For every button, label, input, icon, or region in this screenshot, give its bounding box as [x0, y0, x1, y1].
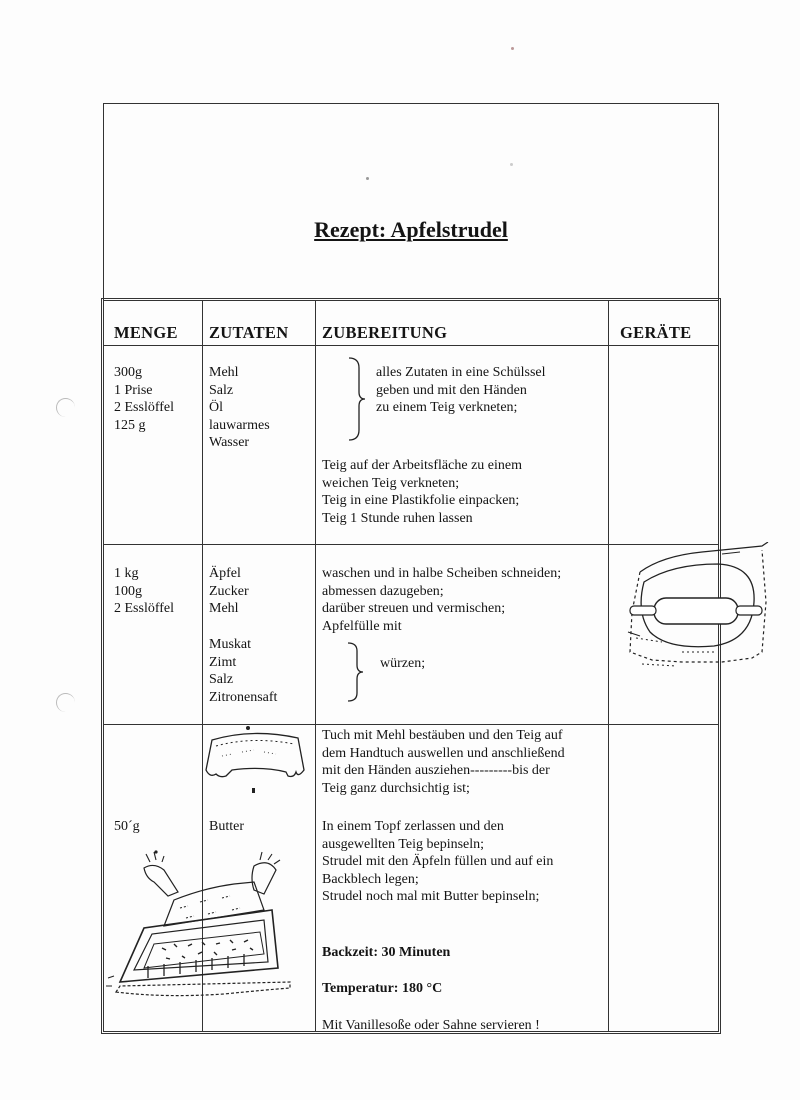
- row3-zubereitung-2: In einem Topf zerlassen und den ausgewellten Teig bepinseln; Strudel mit den Äpfeln füllen und auf ein Backblech legen; Strudel noch mal mit Butter bepinseln;: [322, 819, 554, 904]
- backzeit-label: Backzeit: 30 Minuten: [322, 945, 451, 960]
- recipe-title: Rezept: Apfelstrudel: [314, 217, 508, 242]
- right-brace-icon: [347, 356, 367, 442]
- header-zutaten: ZUTATEN: [209, 323, 289, 342]
- header-zubereitung: ZUBEREITUNG: [322, 323, 448, 342]
- row1-zutaten: Mehl Salz Öl lauwarmes Wasser: [209, 365, 270, 450]
- row-divider: [104, 724, 718, 725]
- punch-hole-top: [56, 398, 75, 417]
- header-geraete: GERÄTE: [620, 323, 692, 342]
- row3-zutaten: Butter: [209, 819, 244, 834]
- rolling-pin-sketch: [622, 542, 770, 676]
- punch-hole-bottom: [56, 693, 75, 712]
- towel-dough-sketch: [202, 726, 308, 796]
- column-divider: [608, 301, 609, 1031]
- title-frame: [103, 103, 719, 300]
- row3-menge: 50´g: [114, 819, 140, 834]
- paper-speck: [511, 47, 514, 50]
- column-divider: [315, 301, 316, 1031]
- header-menge: MENGE: [114, 323, 178, 342]
- row3-zubereitung-1: Tuch mit Mehl bestäuben und den Teig auf dem Handtuch auswellen und anschließend mit den Händen ausziehen---------bis der Teig ganz durchsichtig ist;: [322, 728, 565, 796]
- row2-zubereitung: waschen und in halbe Scheiben schneiden; abmessen dazugeben; darüber streuen und vermischen; Apfelfülle mit: [322, 566, 562, 634]
- temperatur-label: Temperatur: 180 °C: [322, 981, 443, 996]
- right-brace-icon: [346, 641, 366, 703]
- row1-menge: 300g 1 Prise 2 Esslöffel 125 g: [114, 365, 175, 433]
- strudel-pan-sketch: [104, 848, 304, 1008]
- row2-brace-text: würzen;: [380, 656, 426, 671]
- row1-zubereitung: Teig auf der Arbeitsfläche zu einem weichen Teig verkneten; Teig in eine Plastikfolie einpacken; Teig 1 Stunde ruhen lassen: [322, 458, 522, 526]
- row2-zutaten: Äpfel Zucker Mehl: [209, 566, 249, 616]
- servieren-text: Mit Vanillesoße oder Sahne servieren !: [322, 1018, 540, 1033]
- row2-menge: 1 kg 100g 2 Esslöffel: [114, 566, 175, 616]
- row1-brace-text: alles Zutaten in eine Schülssel geben und mit den Händen zu einem Teig verkneten;: [376, 365, 546, 415]
- row2-spices: Muskat Zimt Salz Zitronensaft: [209, 637, 278, 705]
- row-divider: [104, 345, 718, 346]
